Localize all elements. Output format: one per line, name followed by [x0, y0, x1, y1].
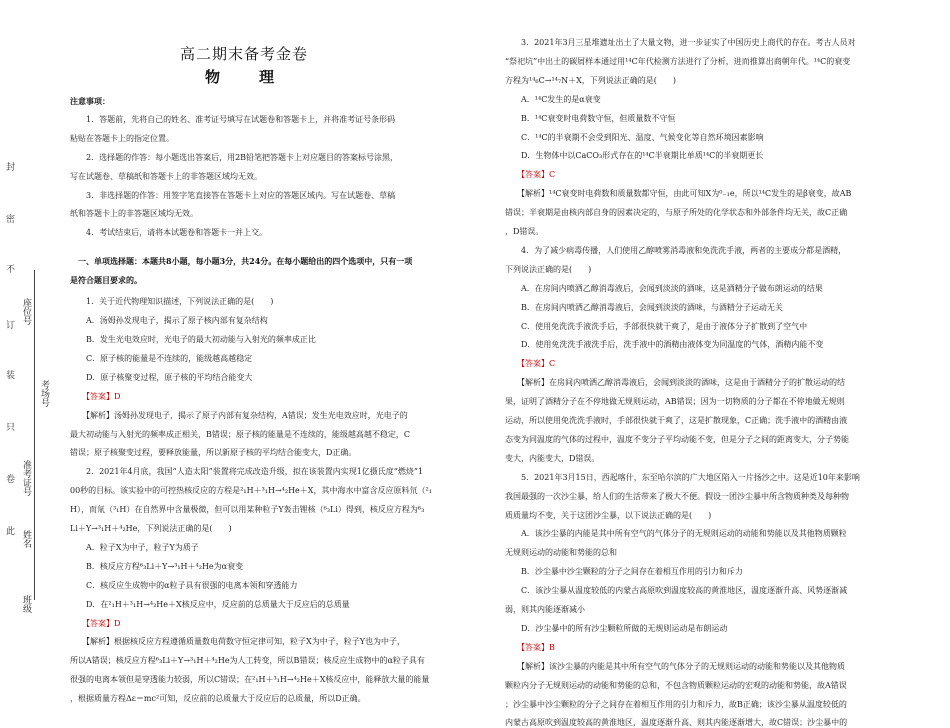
- section-heading: 一、单项选择题：本题共8小题，每小题3分，共24分。在每小题给出的四个选项中，只有一项: [70, 256, 413, 267]
- text-line: ；沙尘暴中沙尘颗粒的分子之间存在着相互作用的引力和斥力，故B正确；该沙尘暴从温度较低的: [505, 699, 847, 709]
- margin-char: 封: [6, 163, 16, 173]
- text-line: 所以A错误；核反应方程⁶₃Li＋Y→³₁H＋⁴₂He为人工转变，所以B错误；核反应生成物中的α粒子具有: [70, 656, 425, 666]
- margin-char: 卷: [6, 475, 16, 485]
- text-line: D．生物体中以CaCO₃形式存在的¹⁴C半衰期比单质¹⁴C的半衰期更长: [505, 151, 764, 161]
- text-line: H），而氚（³₁H）在自然界中含量极微，但可以用某种粒子Y轰击锂核（⁶₃Li）得到，核反应方程为⁶₃: [70, 505, 425, 515]
- text-line: 写在试题卷、草稿纸和答题卡上的非答题区域均无效。: [70, 171, 262, 181]
- text-line: 错误；半衰期是由核内部自身的因素决定的，与原子所处的化学状态和外部条件均无关，故C正确: [505, 208, 848, 218]
- text-line: A．粒子X为中子，粒子Y为质子: [70, 542, 199, 552]
- answer-line: 【答案】B: [505, 642, 555, 652]
- text-line: 弱，则其内能逐渐减小: [505, 605, 585, 614]
- section-heading: 注意事项：: [70, 96, 110, 106]
- subject-title: 物 理: [205, 68, 287, 86]
- text-line: A．¹⁴C发生的是α衰变: [505, 94, 601, 104]
- margin-char: 密: [6, 215, 16, 225]
- exam-title: 高二期末备考金卷: [180, 45, 309, 63]
- text-line: 质质量均不变，关于这团沙尘暴，以下说法正确的是( ): [505, 510, 712, 520]
- seat-number-label: 座位号: [21, 298, 31, 325]
- text-line: 错误；原子核聚变过程，要释放能量，所以新原子核的平均结合能变大，D正确。: [70, 448, 357, 458]
- text-line: C．该沙尘暴从温度较低的内蒙古高原吹到温度较高的黄淮地区，温度逐渐升高、风势逐渐减: [505, 586, 848, 596]
- margin-char: 不: [6, 265, 16, 275]
- text-line: A．该沙尘暴的内能是其中所有空气的气体分子的无规则运动的动能和势能以及其他物质颗粒: [505, 529, 847, 539]
- text-line: 【解析】在房间内喷洒乙醇消毒液后，会闻到淡淡的酒味，这是由于酒精分子的扩散运动的结: [505, 378, 845, 388]
- text-line: 【解析】根据核反应方程遵循质量数电荷数守恒定律可知，粒子X为中子，粒子Y也为中子，: [70, 637, 405, 647]
- text-line: 3．2021年3月三星堆遗址出土了大量文物，进一步证实了中国历史上商代的存在。考古人员对: [505, 38, 856, 47]
- text-line: 2．选择题的作答：每小题选出答案后，用2B铅笔把答题卡上对应题目的答案标号涂黑，: [70, 152, 399, 162]
- section-heading: 是符合题目要求的。: [70, 275, 142, 286]
- text-line: 1．答题前，先将自己的姓名、准考证号填写在试题卷和答题卡上，并将准考证号条形码: [70, 114, 396, 124]
- margin-char: 装: [6, 371, 16, 381]
- answer-line: 【答案】C: [505, 359, 556, 369]
- class-label: 班级: [21, 595, 31, 613]
- text-line: 最大初动能与入射光的频率成正相关，B错误；原子核的能量是不连续的，能级越高越不稳定，C: [70, 429, 410, 439]
- text-line: B．沙尘暴中沙尘颗粒的分子之间存在着相互作用的引力和斥力: [505, 567, 743, 577]
- text-line: B．¹⁴C衰变时电荷数守恒，但质量数不守恒: [505, 113, 676, 123]
- text-line: 5．2021年3月15日，西起喀什，东至哈尔滨的广大地区陷入一片扬沙之中。这是近10年来影响: [505, 472, 860, 482]
- text-line: 我国最强的一次沙尘暴，给人们的生活带来了极大不便。假设一团沙尘暴中所含物质种类及每种物: [505, 491, 849, 501]
- text-line: 【解析】¹⁴C衰变时电荷数和质量数都守恒，由此可知X为⁰₋₁e，所以¹⁴C发生的是β衰变，故AB: [505, 189, 852, 199]
- text-line: 颗粒内分子无规则运动的动能和势能的总和，不包含物质颗粒运动的宏观的动能和势能，故A错误: [505, 680, 847, 690]
- text-line: 方程为¹⁴₆C→¹⁴₇N＋X，下列说法正确的是( ): [505, 75, 677, 85]
- text-line: D．使用免洗洗手液洗手后，洗手液中的酒精由液体变为同温度的气体，酒精内能不变: [505, 340, 824, 350]
- text-line: 【解析】该沙尘暴的内能是其中所有空气的气体分子的无规则运动的动能和势能以及其他物质: [505, 661, 845, 671]
- text-line: 1．关于近代物理知识描述，下列说法正确的是( ): [70, 297, 274, 307]
- answer-line: 【答案】C: [505, 170, 556, 180]
- text-line: ，D错误。: [505, 227, 544, 236]
- text-line: B．核反应方程⁶₃Li＋Y→³₁H＋⁴₂He为α衰变: [70, 561, 244, 571]
- margin-char: 此: [6, 527, 16, 537]
- text-line: C．使用免洗洗手液洗手后，手部很快就干爽了，是由于液体分子扩散到了空气中: [505, 321, 808, 331]
- text-line: ，根据质量方程Δε＝mc²可知，反应前的总质量大于反应后的总质量，所以D正确。: [70, 694, 366, 704]
- text-line: B．在房间内喷洒乙醇消毒液后，会闻到淡淡的酒味，与酒精分子运动无关: [505, 302, 783, 312]
- text-line: 果，证明了酒精分子在不停地做无规则运动，AB错误；因为一切物质的分子都在不停地做无规则: [505, 397, 845, 407]
- text-line: 3．非选择题的作答：用签字笔直接答在答题卡上对应的答题区域内。写在试题卷、草稿: [70, 190, 396, 200]
- text-line: C．原子核的能量是不连续的，能级越高越稳定: [70, 353, 253, 363]
- text-line: 态变为同温度的气体的过程中，温度不变分子平均动能不变，但是分子之间的距离变大，分子势能: [505, 434, 849, 444]
- text-line: D．在²₁H＋³₁H→⁴₂He＋X核反应中，反应前的总质量大于反应后的总质量: [70, 599, 350, 609]
- answer-line: 【答案】D: [70, 618, 121, 628]
- text-line: 很强的电离本领但是穿透能力较弱，所以C错误；在²₁H＋³₁H→⁴₂He＋X核反应中，能释放大量的能量: [70, 675, 430, 685]
- text-line: D．原子核聚变过程，原子核的平均结合能变大: [70, 372, 253, 382]
- text-line: D．沙尘暴中的所有沙尘颗粒所做的无规则运动是布朗运动: [505, 623, 728, 633]
- text-line: 4．为了减少病毒传播，人们使用乙醇喷雾消毒液和免洗洗手液，两者的主要成分都是酒精，: [505, 245, 847, 255]
- answer-line: 【答案】D: [70, 391, 121, 401]
- text-line: “祭祀坑”中出土的碳屑样本通过用¹⁴C年代检测方法进行了分析，进而推算出商朝年代。¹⁴C的衰变: [505, 56, 851, 66]
- exam-room-label: 考场号: [39, 380, 49, 407]
- text-line: C．¹⁴C的半衰期不会受到阳光、温度、气候变化等自然环境因素影响: [505, 132, 764, 142]
- binding-margin: [0, 0, 60, 672]
- text-line: 【解析】汤姆孙发现电子，揭示了原子内部有复杂结构，A错误；发生光电效应时，光电子的: [70, 410, 408, 420]
- text-line: A．在房间内喷洒乙醇消毒液后，会闻到淡淡的酒味，这是酒精分子做布朗运动的结果: [505, 283, 823, 293]
- binding-line: [34, 270, 35, 600]
- margin-char: 只: [6, 423, 16, 433]
- text-line: C．核反应生成物中的α粒子具有很强的电离本领和穿透能力: [70, 580, 298, 590]
- name-label: 姓名: [21, 530, 31, 548]
- text-line: A．汤姆孙发现电子，揭示了原子核内部有复杂结构: [70, 316, 268, 326]
- text-line: 变大，内能变大，D错误。: [505, 453, 600, 463]
- text-line: 内蒙古高原吹到温度较高的黄淮地区，温度逐渐升高、则其内能逐渐增大，故C错误；沙尘暴中的: [505, 718, 848, 728]
- text-line: B．发生光电效应时，光电子的最大初动能与入射光的频率成正比: [70, 335, 316, 344]
- text-line: Li＋Y→³₁H＋⁴₂He，下列说法正确的是( ): [70, 524, 232, 533]
- text-line: 下列说法正确的是( ): [505, 264, 592, 274]
- text-line: 4．考试结束后，请将本试题卷和答题卡一并上交。: [70, 228, 268, 238]
- text-line: 运动，所以使用免洗洗手液时，手部很快就干爽了，这是扩散现象，C正确；洗手液中的酒精由液: [505, 416, 848, 425]
- margin-char: 订: [6, 321, 16, 331]
- text-line: 纸和答题卡上的非答题区域均无效。: [70, 209, 198, 219]
- text-line: 2．2021年4月底，我国“人造太阳”装置将完成改造升级，拟在该装置内实现1亿摄氏度“燃烧”1: [70, 467, 424, 477]
- text-line: 无规则运动的动能和势能的总和: [505, 548, 617, 558]
- text-line: 粘贴在答题卡上的指定位置。: [70, 133, 174, 143]
- text-line: 00秒的目标。该实验中的可控热核反应的方程是²₁H＋³₁H→⁴₂He＋X，其中海水中富含反应原料氘（²₁: [70, 486, 432, 496]
- exam-id-label: 准考证号: [21, 460, 31, 496]
